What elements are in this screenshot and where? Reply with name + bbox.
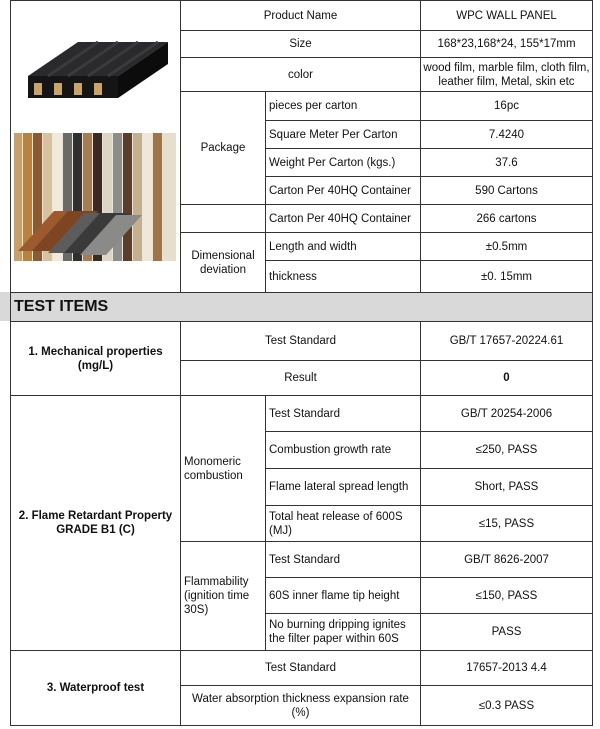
- waterproof-row-value: ≤0.3 PASS: [478, 699, 535, 712]
- size-value: 168*23,168*24, 155*17mm: [437, 38, 576, 50]
- package-row-label: Weight Per Carton (kgs.): [269, 156, 396, 169]
- package-row-label: pieces per carton: [269, 100, 358, 112]
- monomeric-row-value: Short, PASS: [474, 481, 539, 493]
- dimensional-label: Dimensional deviation: [191, 249, 255, 276]
- package-row-label: Carton Per 40HQ Container: [269, 184, 411, 197]
- monomeric-row-label: Combustion growth rate: [269, 444, 392, 456]
- flammability-row-label: Test Standard: [269, 553, 340, 566]
- package-row-value: 590 Cartons: [475, 184, 538, 197]
- monomeric-row-label: Flame lateral spread length: [269, 481, 409, 493]
- dimensional-row-label: thickness: [269, 270, 317, 283]
- flame-title: 2. Flame Retardant Property GRADE B1 (C): [18, 510, 173, 536]
- extra-row-label: Carton Per 40HQ Container: [269, 212, 411, 225]
- monomeric-row-label: Test Standard: [269, 407, 340, 420]
- package-row-value: 16pc: [494, 100, 519, 112]
- flammability-row-value: ≤150, PASS: [475, 589, 538, 602]
- flammability-row-value: GB/T 8626-2007: [464, 553, 549, 566]
- mechanical-row-value: GB/T 17657-20224.61: [449, 335, 564, 347]
- waterproof-row-value: 17657-2013 4.4: [466, 662, 547, 674]
- package-row-value: 7.4240: [488, 128, 525, 141]
- monomeric-label: Monomeric combustion: [184, 455, 243, 482]
- color-label: color: [288, 68, 313, 81]
- mechanical-row-label: Result: [284, 372, 317, 384]
- flammability-row-value: PASS: [491, 626, 522, 638]
- monomeric-row-value: GB/T 20254-2006: [460, 407, 553, 420]
- color-samples-image: [14, 133, 176, 261]
- flammability-row-label: No burning dripping ignites the filter paper within 60S: [269, 619, 406, 645]
- waterproof-title: 3. Waterproof test: [46, 682, 145, 694]
- mechanical-row-value: 0: [503, 372, 510, 384]
- extra-row-value: 266 cartons: [476, 212, 537, 225]
- package-row-value: 37.6: [495, 156, 518, 169]
- test-items-heading: TEST ITEMS: [14, 298, 109, 315]
- package-row-label: Square Meter Per Carton: [269, 128, 398, 141]
- dimensional-row-value: ±0. 15mm: [480, 270, 533, 283]
- monomeric-row-label: Total heat release of 600S (MJ): [269, 510, 403, 537]
- package-label: Package: [200, 142, 246, 154]
- wall-panel-product-image: [18, 14, 173, 114]
- waterproof-row-label: Test Standard: [265, 662, 336, 674]
- monomeric-row-value: ≤250, PASS: [475, 444, 538, 456]
- size-label: Size: [289, 38, 312, 50]
- waterproof-row-label: Water absorption thickness expansion rate (%): [192, 692, 409, 719]
- product-name-label: Product Name: [263, 9, 338, 22]
- dimensional-row-value: ±0.5mm: [485, 240, 528, 253]
- dimensional-row-label: Length and width: [269, 240, 357, 253]
- flammability-label: Flammability (ignition time 30S): [184, 576, 250, 616]
- flammability-row-label: 60S inner flame tip height: [269, 589, 400, 602]
- mechanical-title: 1. Mechanical properties (mg/L): [28, 345, 163, 372]
- color-value: wood film, marble film, cloth film, leather film, Metal, skin etc: [423, 61, 590, 88]
- mechanical-row-label: Test Standard: [265, 335, 336, 347]
- monomeric-row-value: ≤15, PASS: [478, 517, 535, 530]
- product-name-value: WPC WALL PANEL: [456, 9, 557, 22]
